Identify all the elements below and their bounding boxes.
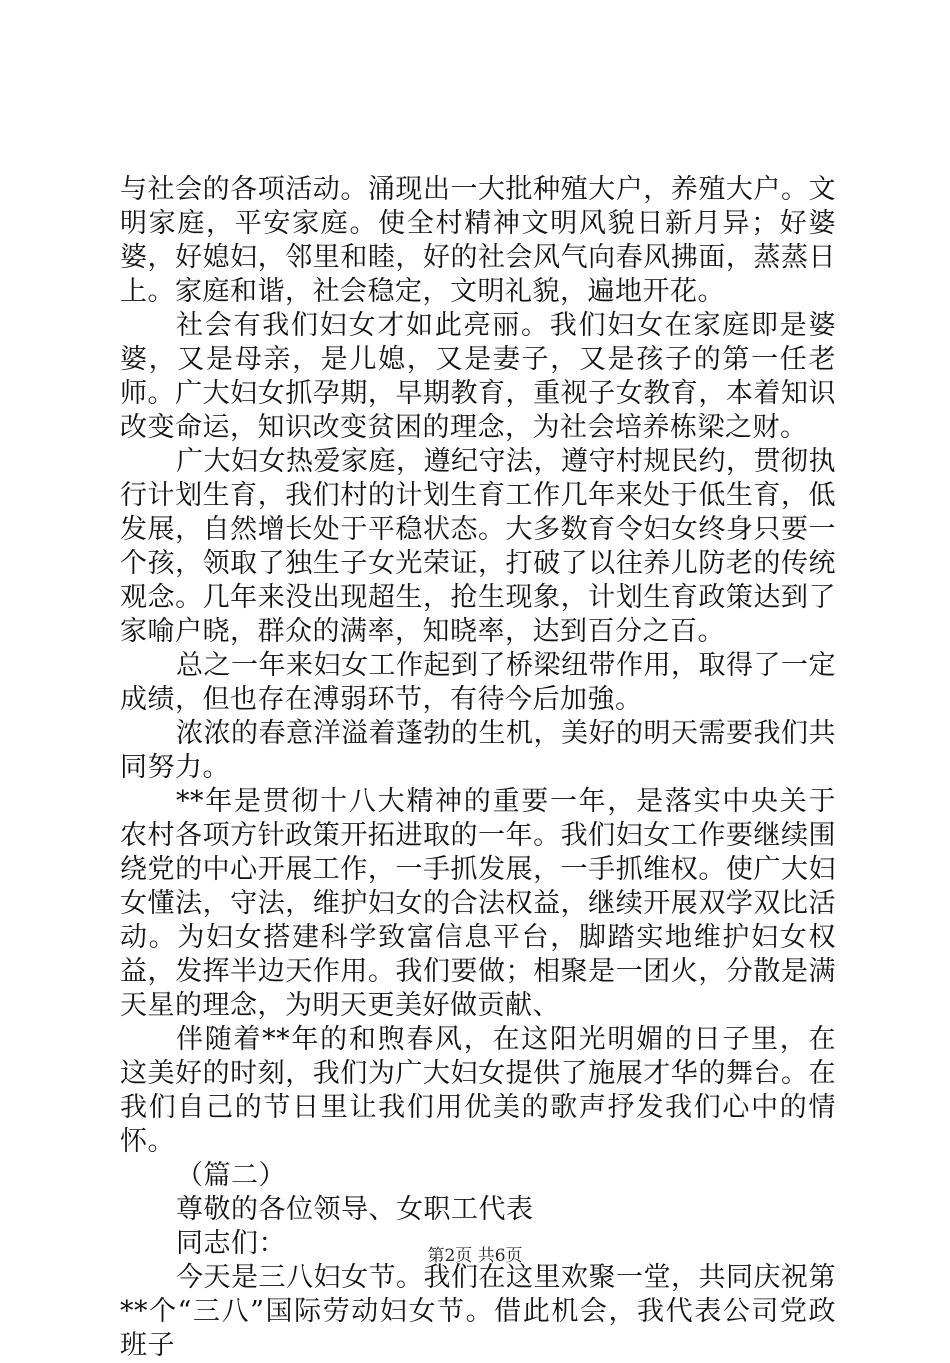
paragraph-4: 总之一年来妇女工作起到了桥梁纽带作用，取得了一定成绩，但也存在溥弱环节，有待今后加強。 bbox=[120, 650, 836, 715]
document-body bbox=[120, 173, 836, 1363]
paragraph-7: 伴随着**年的和煦春风，在这阳光明媚的日子里，在这美好的时刻，我们为广大妇女提供了施展才华的舞台。在我们自己的节日里让我们用优美的歌声抒发我们心中的情怀。 bbox=[120, 1024, 836, 1157]
paragraph-5: 浓浓的春意洋溢着蓬勃的生机，美好的明天需要我们共同努力。 bbox=[120, 718, 836, 783]
salutation-line: 尊敬的各位领导、女职工代表 bbox=[176, 1194, 534, 1225]
paragraph-2: 社会有我们妇女才如此亮丽。我们妇女在家庭即是婆婆，又是母亲，是儿媳，又是妻子，又是孩子的第一任老师。广大妇女抓孕期，早期教育，重视子女教育，本着知识改变命运，知识改变贫困的理念，为社会培养栋梁之财。 bbox=[120, 310, 836, 443]
salutation-comrades: 同志们： bbox=[176, 1228, 286, 1259]
section-heading: （篇二） bbox=[176, 1160, 286, 1191]
paragraph-speech-open: 今天是三八妇女节。我们在这里欢聚一堂，共同庆祝第**个“三八”国际劳动妇女节。借此机会，我代表公司党政班子 bbox=[120, 1262, 836, 1361]
page-number-footer: 第2页 共6页 bbox=[427, 1246, 523, 1266]
paragraph-3: 广大妇女热爱家庭，遵纪守法，遵守村规民约，贯彻执行计划生育，我们村的计划生育工作几年来处于低生育，低发展，自然增长处于平稳状态。大多数育令妇女终身只要一个孩，领取了独生子女光荣证，打破了以往养儿防老的传统观念。几年来没出现超生，抢生现象，计划生育政策达到了家喻户晓，群众的满率，知晓率，达到百分之百。 bbox=[120, 446, 836, 647]
paragraph-6: **年是贯彻十八大精神的重要一年，是落实中央关于农村各项方针政策开拓进取的一年。我们妇女工作要继续围绕党的中心开展工作，一手抓发展，一手抓维权。使广大妇女懂法，守法，维护妇女的合法权益，继续开展双学双比活动。为妇女搭建科学致富信息平台，脚踏实地维护妇女权益，发挥半边天作用。我们要做；相聚是一团火，分散是满天星的理念，为明天更美好做贡献、 bbox=[120, 786, 836, 1021]
paragraph-1: 与社会的各项活动。涌现出一大批种殖大户，养殖大户。文明家庭，平安家庭。使全村精神文明风貌日新月异；好婆婆，好媳妇，邻里和睦，好的社会风气向春风拂面，蒸蒸日上。家庭和谐，社会稳定，文明礼貌，遍地开花。 bbox=[120, 174, 836, 307]
